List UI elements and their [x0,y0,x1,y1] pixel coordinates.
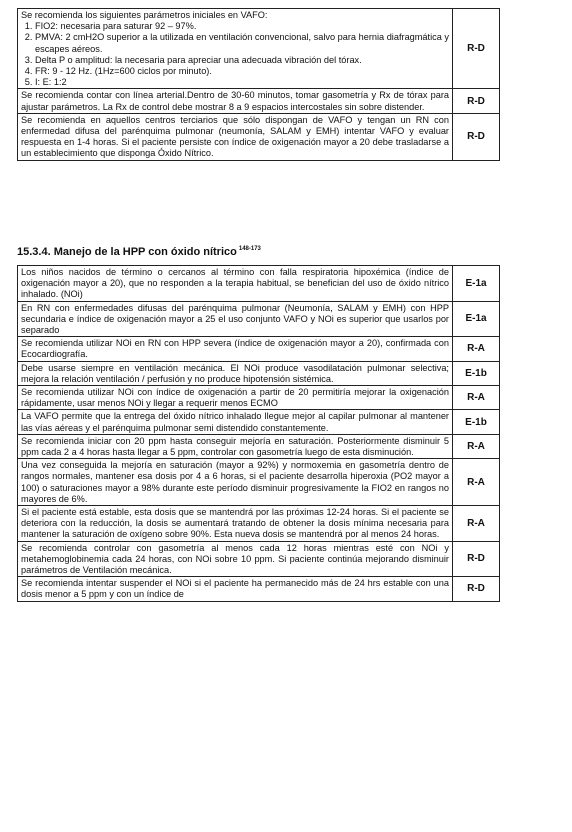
list-item: 1. FIO2: necesaria para saturar 92 – 97%. [35,21,449,32]
grade-label: R-D [453,89,500,113]
grade-label: E-1a [453,301,500,337]
section-heading [17,246,261,258]
table-row [18,459,500,506]
grade-label: R-A [453,459,500,506]
table-cell-text: Una vez conseguida la mejoría en saturación (mayor a 92%) y normoxemia en gasometría dentro de rangos normales, mantener esa dosis por 4 a 6 horas, si el paciente desarrolla hiperoxia (PO2 mayor a 100) o saturaciones mayor a 98% durante este período disminuir progresivamente la FIO2 en rangos no mayores de 6%. [18,459,453,506]
params-intro: Se recomienda los siguientes parámetros iniciales en VAFO: [21,10,268,20]
table-row [18,337,500,361]
list-item: 4. FR: 9 - 12 Hz. (1Hz=600 ciclos por minuto). [35,66,449,77]
table-row [18,301,500,337]
table-row [18,506,500,542]
grade-label: R-D [453,113,500,160]
section-title: 15.3.4. Manejo de la HPP con óxido nítrico [17,246,237,258]
grade-label: E-1b [453,410,500,434]
table-cell-text: Los niños nacidos de término o cercanos al término con falla respiratoria hipoxémica (índice de oxigenación mayor a 20), que no responden a la terapia habitual, se benefician del uso de óxido nítrico inhalado. (NOi) [18,266,453,302]
table-cell-text: La VAFO permite que la entrega del óxido nítrico inhalado llegue mejor al capilar pulmonar al mantener las vías aéreas y el parénquima pulmonar semi distendido constantemente. [18,410,453,434]
table-row [18,541,500,577]
table-row [18,410,500,434]
table-row [18,361,500,385]
params-list [21,21,449,88]
recommendations-table-no [17,265,500,602]
table-row [18,9,500,89]
table-cell-text: En RN con enfermedades difusas del parénquima pulmonar (Neumonía, SALAM y EMH) con HPP secundaria e índice de oxigenación mayor a 25 el uso conjunto VAFO y NOi es superior que usarlos por separado [18,301,453,337]
list-item: 2. PMVA: 2 cmH2O superior a la utilizada en ventilación convencional, salvo para hernia diafragmática y escapes aéreos. [35,32,449,54]
table-cell-text: Debe usarse siempre en ventilación mecánica. El NOi produce vasodilatación pulmonar selectiva; mejora la relación ventilación / perfusión y no produce hipotensión sistémica. [18,361,453,385]
grade-label: R-A [453,386,500,410]
table-cell-text: Se recomienda en aquellos centros terciarios que sólo dispongan de VAFO y tengan un RN con enfermedad difusa del parénquima pulmonar (neumonía, SALAM y EMH) intentar VAFO y evaluar respuesta en 1-4 horas. Si el paciente persiste con índice de oxigenación mayor a 20 debe trasladarse a un establecimiento que disponga Óxido Nítrico. [18,113,453,160]
table-row [18,434,500,458]
section-reference: 148-173 [238,246,261,253]
table-cell-text: Se recomienda intentar suspender el NOi si el paciente ha permanecido más de 24 hrs estable con una dosis menor a 5 ppm y con un índice de [18,577,453,601]
grade-label: R-A [453,337,500,361]
table-row [18,89,500,113]
table-row [18,266,500,302]
list-item: 3. Delta P o amplitud: la necesaria para apreciar una adecuada vibración del tórax. [35,55,449,66]
grade-label: R-A [453,506,500,542]
table-row [18,386,500,410]
table-cell-text: Se recomienda controlar con gasometría al menos cada 12 horas mientras esté con NOi y metahemoglobinemia cada 24 horas, con NOi sobre 10 ppm. Si paciente continúa mejorando disminuir parámetros de Ventilación mecánica. [18,541,453,577]
grade-label: R-D [453,541,500,577]
table-cell-text: Si el paciente está estable, esta dosis que se mantendrá por las próximas 12-24 horas. Si el paciente se deteriora con la reducción, la dosis se aumentará tratando de obtener la dosis mínima necesaria para mantener la saturación de oxígeno sobre 90%. Esta nueva dosis se mantendrá por al menos 24 horas. [18,506,453,542]
recommendations-table-vafo [17,8,500,161]
grade-label: R-A [453,434,500,458]
table-row [18,113,500,160]
grade-label: E-1a [453,266,500,302]
table-cell-text: Se recomienda iniciar con 20 ppm hasta conseguir mejoría en saturación. Posteriormente disminuir 5 ppm cada 2 a 4 horas hasta llegar a 5 ppm, controlar con gasometría luego de esta disminución. [18,434,453,458]
table-cell-text: Se recomienda utilizar NOi en RN con HPP severa (índice de oxigenación mayor a 20), confirmada con Ecocardiografía. [18,337,453,361]
grade-label: R-D [453,9,500,89]
list-item: 5. I: E: 1:2 [35,77,449,88]
table-cell-text [18,9,453,89]
table-row [18,577,500,601]
grade-label: E-1b [453,361,500,385]
table-cell-text: Se recomienda contar con línea arterial.Dentro de 30-60 minutos, tomar gasometría y Rx de tórax para ajustar parámetros. La Rx de control debe mostrar 8 a 9 espacios intercostales sin sobre distender. [18,89,453,113]
table-cell-text: Se recomienda utilizar NOi con índice de oxigenación a partir de 20 permitiría mejorar la oxigenación rápidamente, usar menos NOi y llegar a requerir menos ECMO [18,386,453,410]
grade-label: R-D [453,577,500,601]
